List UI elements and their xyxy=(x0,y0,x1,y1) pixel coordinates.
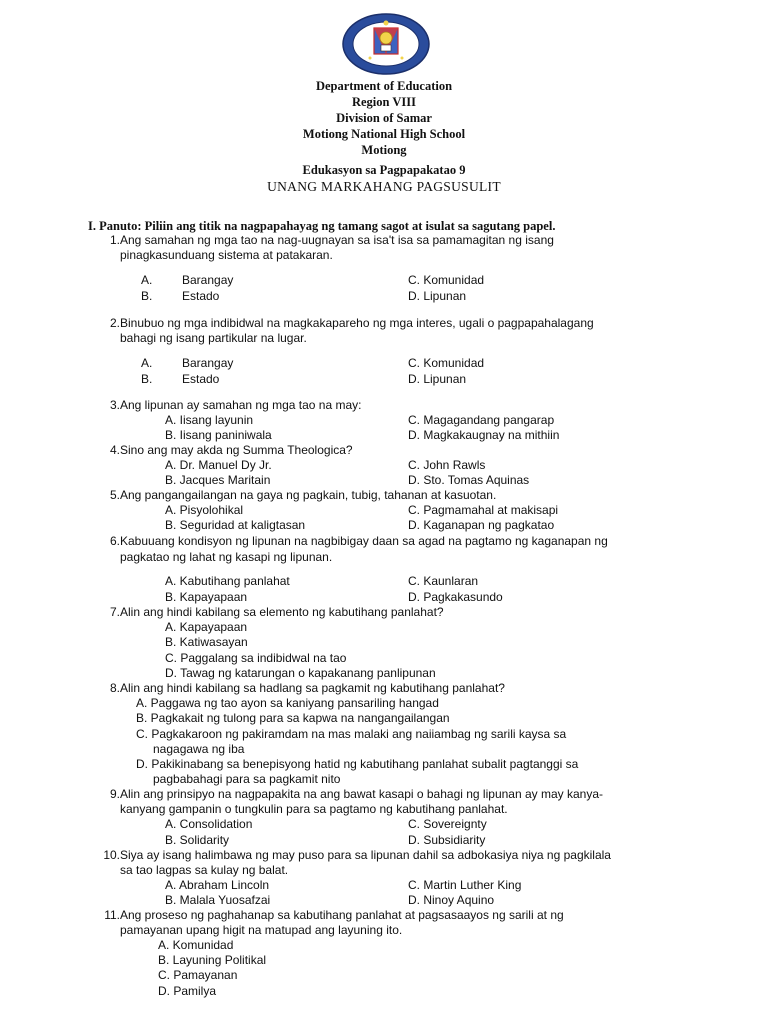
question-number: 2. xyxy=(109,316,120,330)
option-b: B. Solidarity xyxy=(165,833,230,847)
question-text: Kabuuang kondisyon ng lipunan na nagbibigay daan sa agad na pagtamo ng kaganapan ng xyxy=(120,534,608,548)
option-b-text: Estado xyxy=(182,289,220,303)
option-letter: B. xyxy=(141,289,153,303)
header-division: Division of Samar xyxy=(336,111,432,125)
subject-title: Edukasyon sa Pagpapakatao 9 xyxy=(302,163,466,177)
option-d: D. Pakikinabang sa benepisyong hatid ng kabutihang panlahat subalit pagtanggi sa xyxy=(136,757,579,771)
question-text: Ang lipunan ay samahan ng mga tao na may: xyxy=(120,398,362,412)
option-d: D. Lipunan xyxy=(408,289,467,303)
header-school: Motiong National High School xyxy=(302,127,466,141)
header-town: Motiong xyxy=(361,143,407,157)
option-b-text: Estado xyxy=(182,372,220,386)
option-c: C. Kaunlaran xyxy=(408,574,479,588)
option-d: D. Magkakaugnay na mithiin xyxy=(408,428,560,442)
option-d: D. Kaganapan ng pagkatao xyxy=(408,518,555,532)
question-number: 3. xyxy=(109,398,120,412)
instructions: I. Panuto: Piliin ang titik na nagpapahayag ng tamang sagot at isulat sa sagutang papel. xyxy=(88,219,556,233)
option-a-text: Barangay xyxy=(182,273,234,287)
question-number: 9. xyxy=(109,787,120,801)
question-text: Alin ang prinsipyo na nagpapakita na ang bawat kasapi o bahagi ng lipunan ay may kanya- xyxy=(120,787,603,801)
exam-title: UNANG MARKAHANG PAGSUSULIT xyxy=(267,179,501,194)
question-number: 5. xyxy=(109,488,120,502)
question-number: 10. xyxy=(103,848,120,862)
option-c: C. Pagmamahal at makisapi xyxy=(408,503,559,517)
option-letter: A. xyxy=(141,273,153,287)
question-text: Ang proseso ng paghahanap sa kabutihang panlahat at pagsasaayos ng sarili at ng xyxy=(120,908,564,922)
question-number: 1. xyxy=(109,233,120,247)
option-d: D. Sto. Tomas Aquinas xyxy=(408,473,530,487)
option-a: A. Kapayapaan xyxy=(165,620,248,634)
question-number: 4. xyxy=(109,443,120,457)
question-text: bahagi ng isang partikular na lugar. xyxy=(120,331,307,345)
option-b: B. Layuning Politikal xyxy=(158,953,267,967)
question-text: Siya ay isang halimbawa ng may puso para sa lipunan dahil sa adbokasiya niya ng pagkilala xyxy=(120,848,611,862)
question-text: sa tao lagpas sa kulay ng balat. xyxy=(120,863,289,877)
subject-block xyxy=(0,162,768,195)
question-text: Alin ang hindi kabilang sa elemento ng kabutihang panlahat? xyxy=(120,605,444,619)
option-c: C. Pamayanan xyxy=(158,968,238,982)
option-a: A. Dr. Manuel Dy Jr. xyxy=(165,458,272,472)
option-d: D. Lipunan xyxy=(408,372,467,386)
option-d: D. Ninoy Aquino xyxy=(408,893,495,907)
question-number: 7. xyxy=(109,605,120,619)
question-number: 11. xyxy=(104,908,120,922)
option-d: D. Pamilya xyxy=(158,984,217,998)
option-b: B. Katiwasayan xyxy=(165,635,248,649)
option-a: A. Paggawa ng tao ayon sa kaniyang pansariling hangad xyxy=(136,696,439,710)
option-a-text: Barangay xyxy=(182,356,234,370)
option-b: B. Iisang paniniwala xyxy=(165,428,272,442)
option-a: A. Abraham Lincoln xyxy=(165,878,270,892)
school-header xyxy=(0,78,768,158)
option-a: A. Kabutihang panlahat xyxy=(165,574,290,588)
option-c-continued: nagagawa ng iba xyxy=(153,742,245,756)
option-c: C. Pagkakaroon ng pakiramdam na mas malaki ang naiiambag ng sarili kaysa sa xyxy=(136,727,567,741)
option-c: C. Martin Luther King xyxy=(408,878,522,892)
deped-seal xyxy=(340,12,432,76)
option-a: A. Pisyolohikal xyxy=(165,503,244,517)
header-region: Region VIII xyxy=(351,95,417,109)
question-text: pamayanan upang higit na matupad ang layuning ito. xyxy=(120,923,403,937)
option-a: A. Iisang layunin xyxy=(165,413,254,427)
option-b xyxy=(141,289,152,304)
option-a: A. Komunidad xyxy=(158,938,234,952)
deped-seal-icon xyxy=(340,12,432,76)
option-b: B. xyxy=(141,372,153,386)
option-c: C. Sovereignty xyxy=(408,817,487,831)
question-text: pinagkasunduang sistema at patakaran. xyxy=(120,248,333,262)
question-number: 6. xyxy=(109,534,120,548)
question-text: Alin ang hindi kabilang sa hadlang sa pagkamit ng kabutihang panlahat? xyxy=(120,681,505,695)
question-text: Binubuo ng mga indibidwal na magkakapareho ng mga interes, ugali o pagpapahalagang xyxy=(120,316,594,330)
option-b: B. Kapayapaan xyxy=(165,590,248,604)
question-number: 8. xyxy=(109,681,120,695)
option-c: C. Komunidad xyxy=(408,273,485,287)
option-b: B. Seguridad at kaligtasan xyxy=(165,518,306,532)
question-text: pagkatao ng lahat ng kasapi ng lipunan. xyxy=(120,550,333,564)
option-d: D. Tawag ng katarungan o kapakanang panlipunan xyxy=(165,666,436,680)
question-text: kanyang gampanin o tungkulin para sa pagtamo ng kabutihang panlahat. xyxy=(120,802,508,816)
option-d-continued: pagbabahagi para sa pagkamit nito xyxy=(153,772,341,786)
option-c: C. Magagandang pangarap xyxy=(408,413,555,427)
option-c: C. Paggalang sa indibidwal na tao xyxy=(165,651,347,665)
header-department: Department of Education xyxy=(315,79,453,93)
option-a: A. Consolidation xyxy=(165,817,253,831)
question-text: Ang samahan ng mga tao na nag-uugnayan sa isa't isa sa pamamagitan ng isang xyxy=(120,233,554,247)
question-text: Ang pangangailangan na gaya ng pagkain, tubig, tahanan at kasuotan. xyxy=(120,488,497,502)
option-c: C. Komunidad xyxy=(408,356,485,370)
option-b: B. Malala Yuosafzai xyxy=(165,893,271,907)
option-a: A. xyxy=(141,356,153,370)
option-d: D. Pagkakasundo xyxy=(408,590,503,604)
option-a xyxy=(141,273,152,288)
option-b: B. Pagkakait ng tulong para sa kapwa na nangangailangan xyxy=(136,711,450,725)
question-text: Sino ang may akda ng Summa Theologica? xyxy=(120,443,353,457)
option-d: D. Subsidiarity xyxy=(408,833,486,847)
option-c: C. John Rawls xyxy=(408,458,486,472)
option-b: B. Jacques Maritain xyxy=(165,473,271,487)
